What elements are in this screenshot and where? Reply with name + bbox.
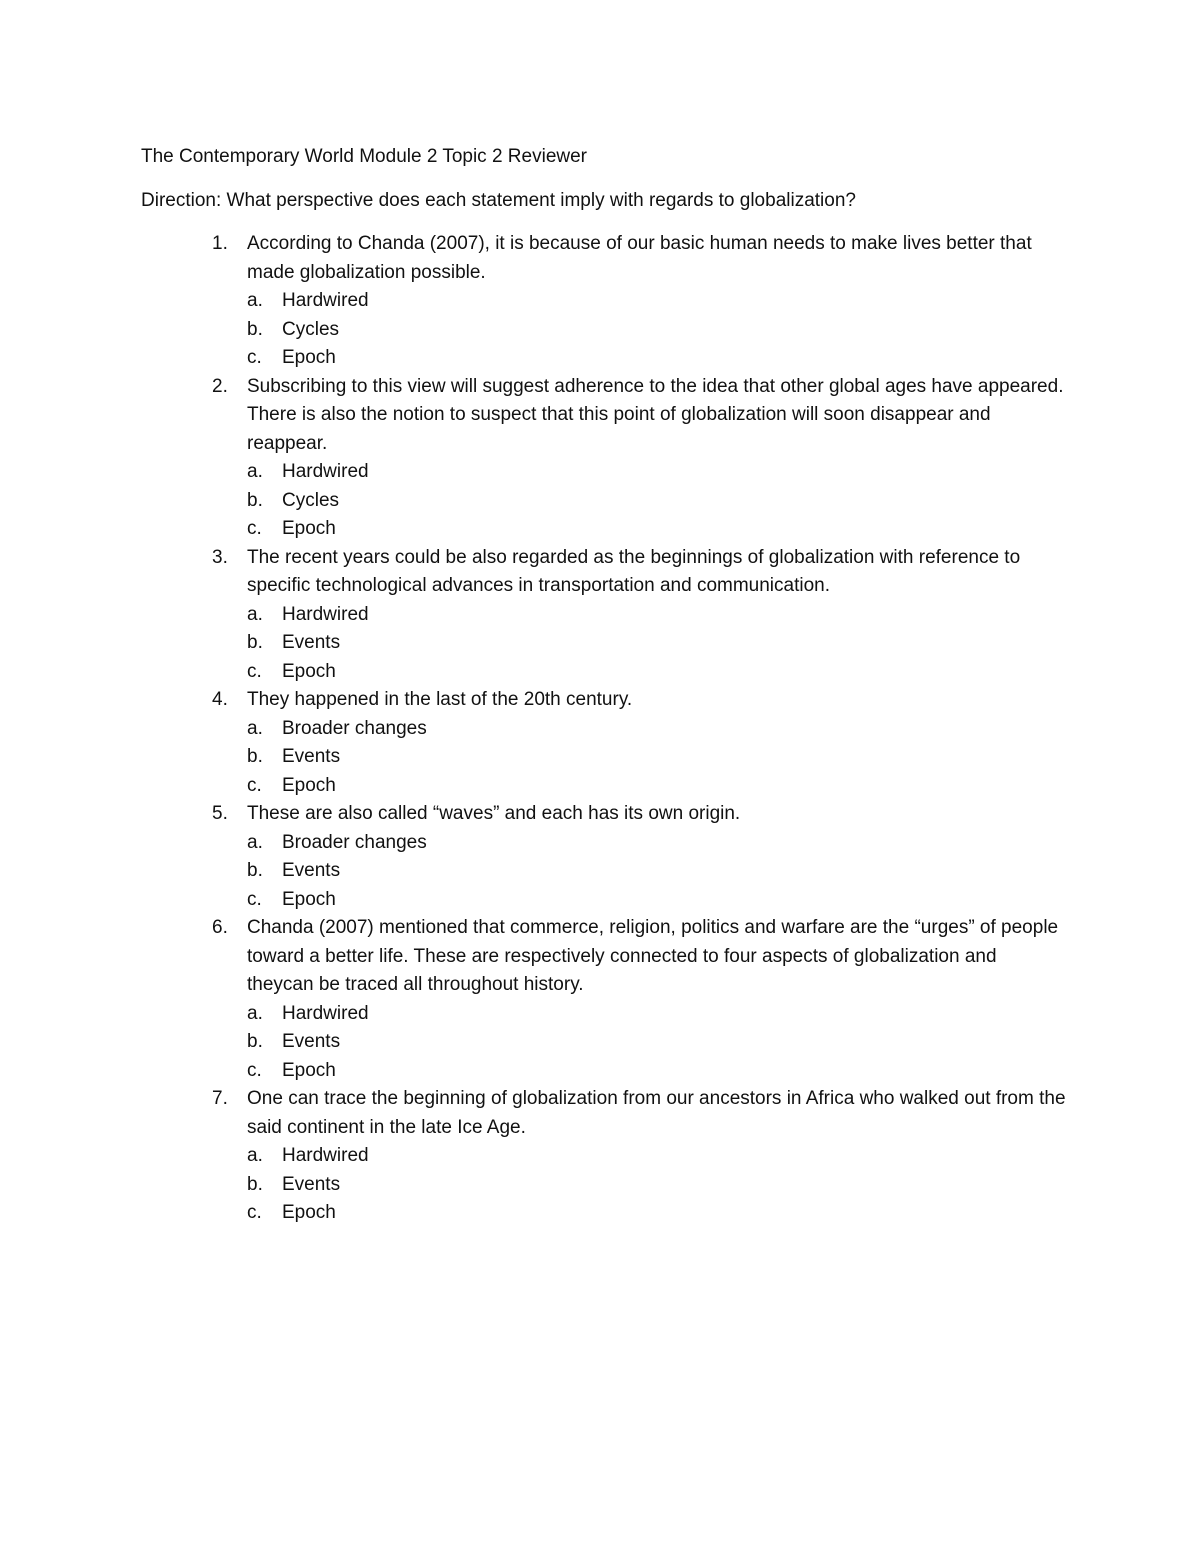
question-number: 1. [212, 233, 228, 254]
option-letter: c. [247, 518, 262, 539]
option-text: Cycles [282, 489, 340, 511]
option-list [141, 829, 1101, 915]
option-item [141, 487, 1101, 516]
option-letter: b. [247, 489, 263, 511]
question-number: 7. [212, 1088, 228, 1109]
option-text: Epoch [282, 660, 336, 682]
option-text: Cycles [282, 318, 340, 340]
option-text: Epoch [282, 518, 336, 539]
option-letter: b. [247, 1031, 263, 1052]
option-text: Events [282, 1173, 341, 1195]
option-letter: a. [247, 1002, 263, 1024]
option-letter: a. [247, 461, 263, 482]
option-text: Hardwired [282, 461, 369, 482]
option-letter: c. [247, 347, 262, 368]
option-text: Broader changes [282, 831, 427, 853]
option-letter: a. [247, 290, 263, 311]
option-letter: a. [247, 831, 263, 853]
question-number: 6. [212, 917, 228, 938]
option-text: Hardwired [282, 290, 369, 311]
option-text: Epoch [282, 1202, 336, 1223]
option-letter: c. [247, 1059, 262, 1081]
question-3 [141, 544, 1101, 687]
option-letter: a. [247, 1145, 263, 1166]
question-number: 4. [212, 689, 228, 710]
option-list [141, 1000, 1101, 1086]
option-item [141, 629, 1101, 658]
question-text: The recent years could be also regarded as the beginnings of globalization with reference to specific technological advances in transportation and communication. [247, 546, 1021, 596]
question-text: Subscribing to this view will suggest adherence to the idea that other global ages have appeared. There is also the notion to suspect that this point of globalization will soon disappear and reappear. [247, 375, 1064, 454]
question-5 [141, 800, 1101, 914]
option-item [141, 287, 1101, 316]
option-text: Events [282, 860, 341, 881]
question-1 [141, 230, 1101, 373]
option-text: Epoch [282, 1059, 336, 1081]
question-text: These are also called “waves” and each has its own origin. [247, 803, 741, 824]
question-text: According to Chanda (2007), it is because of our basic human needs to make lives better that made globalization possible. [247, 233, 1032, 283]
option-item [141, 829, 1101, 858]
option-item [141, 658, 1101, 687]
option-item [141, 886, 1101, 915]
option-list [141, 601, 1101, 687]
option-text: Events [282, 746, 341, 767]
option-text: Epoch [282, 774, 336, 796]
option-item [141, 601, 1101, 630]
option-letter: b. [247, 860, 263, 881]
option-text: Hardwired [282, 603, 369, 625]
option-letter: b. [247, 318, 263, 340]
option-item [141, 1057, 1101, 1086]
option-item [141, 715, 1101, 744]
option-item [141, 1142, 1101, 1171]
option-item [141, 458, 1101, 487]
option-item [141, 515, 1101, 544]
document-title: The Contemporary World Module 2 Topic 2 Reviewer [141, 146, 587, 167]
option-list [141, 458, 1101, 544]
option-text: Events [282, 1031, 341, 1052]
option-item [141, 1199, 1101, 1228]
question-text: Chanda (2007) mentioned that commerce, religion, politics and warfare are the “urges” of people toward a better life. These are respectively connected to four aspects of globalization and theycan be traced all throughout history. [247, 917, 1059, 995]
option-letter: a. [247, 603, 263, 625]
question-text: They happened in the last of the 20th century. [247, 689, 633, 710]
option-item [141, 344, 1101, 373]
option-letter: c. [247, 774, 262, 796]
option-item [141, 1000, 1101, 1029]
option-letter: a. [247, 717, 263, 739]
option-item [141, 743, 1101, 772]
option-item [141, 772, 1101, 801]
question-7 [141, 1085, 1101, 1228]
option-list [141, 715, 1101, 801]
option-item [141, 316, 1101, 345]
option-text: Epoch [282, 888, 336, 910]
option-letter: c. [247, 1202, 262, 1223]
option-item [141, 857, 1101, 886]
question-number: 2. [212, 375, 228, 397]
option-item [141, 1171, 1101, 1200]
option-list [141, 1142, 1101, 1228]
question-4 [141, 686, 1101, 800]
option-letter: b. [247, 746, 263, 767]
question-number: 5. [212, 803, 228, 824]
question-number: 3. [212, 546, 228, 568]
option-letter: c. [247, 660, 262, 682]
option-text: Hardwired [282, 1002, 369, 1024]
direction-text: Direction: What perspective does each statement imply with regards to globalization? [141, 190, 856, 211]
option-item [141, 1028, 1101, 1057]
option-letter: b. [247, 1173, 263, 1195]
option-text: Epoch [282, 347, 336, 368]
question-2 [141, 373, 1101, 544]
option-text: Events [282, 632, 341, 653]
option-text: Broader changes [282, 717, 427, 739]
option-letter: c. [247, 888, 262, 910]
question-text: One can trace the beginning of globalization from our ancestors in Africa who walked out from the said continent in the late Ice Age. [247, 1088, 1066, 1138]
option-letter: b. [247, 632, 263, 653]
option-text: Hardwired [282, 1145, 369, 1166]
question-6 [141, 914, 1101, 1085]
option-list [141, 287, 1101, 373]
question-list [141, 230, 1101, 1228]
